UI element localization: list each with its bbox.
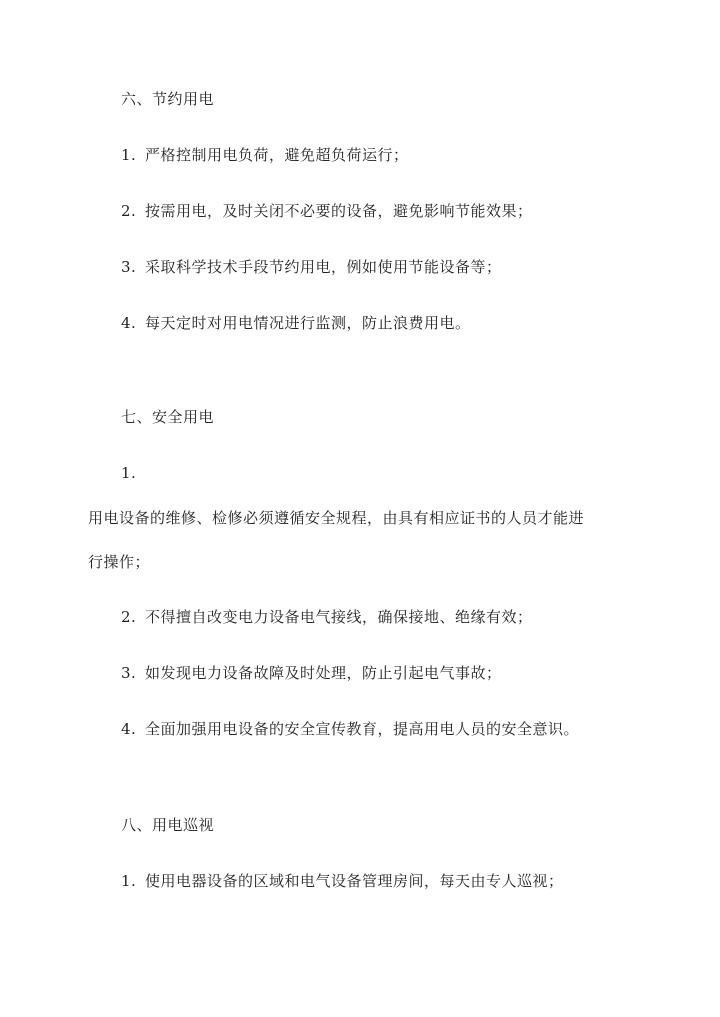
- item-text-line2: 行操作；: [88, 553, 151, 571]
- item-number: 1.: [121, 872, 137, 890]
- item-number: 4.: [121, 720, 137, 738]
- list-item: [121, 663, 502, 683]
- list-item: [121, 201, 533, 221]
- item-number: 2.: [121, 202, 137, 220]
- item-text: 按需用电，及时关闭不必要的设备，避免影响节能效果；: [145, 202, 533, 220]
- item-number: 1.: [121, 464, 137, 482]
- item-text: 每天定时对用电情况进行监测，防止浪费用电。: [145, 314, 471, 332]
- item-number: 2.: [121, 608, 137, 626]
- item-number: 3.: [121, 258, 137, 276]
- item-text: 严格控制用电负荷，避免超负荷运行；: [145, 146, 409, 164]
- item-text-line1: 用电设备的维修、检修必须遵循安全规程，由具有相应证书的人员才能进: [88, 509, 585, 527]
- list-item: [121, 607, 533, 627]
- item-text: 不得擅自改变电力设备电气接线，确保接地、绝缘有效；: [145, 608, 533, 626]
- list-item: [121, 145, 409, 165]
- section-heading-7: 七、安全用电: [121, 408, 215, 426]
- item-text: 采取科学技术手段节约用电，例如使用节能设备等；: [145, 258, 502, 276]
- section-heading-6: 六、节约用电: [121, 90, 215, 108]
- item-text: 使用电器设备的区域和电气设备管理房间，每天由专人巡视；: [145, 872, 564, 890]
- item-text: 全面加强用电设备的安全宣传教育，提高用电人员的安全意识。: [145, 720, 580, 738]
- list-item: [121, 871, 564, 891]
- item-number: 3.: [121, 664, 137, 682]
- list-item: [121, 719, 579, 739]
- list-item: [121, 313, 471, 333]
- item-number: 4.: [121, 314, 137, 332]
- list-item: [121, 257, 502, 277]
- item-text: 如发现电力设备故障及时处理，防止引起电气事故；: [145, 664, 502, 682]
- section-heading-8: 八、用电巡视: [121, 816, 215, 834]
- item-number: 1.: [121, 146, 137, 164]
